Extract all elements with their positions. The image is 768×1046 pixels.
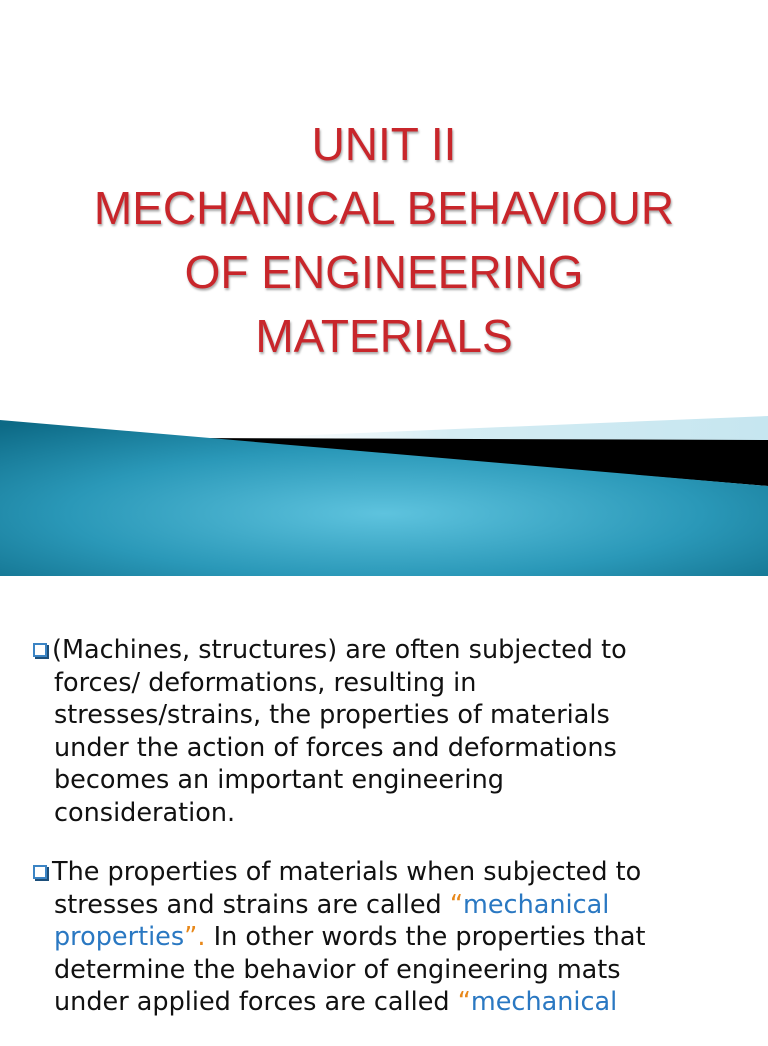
paragraph-2-text: under applied forces are called	[54, 987, 458, 1017]
paragraph-1-line-1: (Machines, structures) are often subjected to	[52, 635, 627, 665]
paragraph-1-line-2: forces/ deformations, resulting in	[54, 667, 477, 698]
checkbox-bullet-icon	[33, 865, 47, 879]
paragraph-1-line-5: becomes an important engineering	[54, 765, 504, 795]
highlighted-term: mechanical	[463, 889, 610, 920]
decorative-banner	[0, 410, 768, 580]
open-quote: “	[457, 987, 471, 1017]
paragraph-2-line-5	[54, 986, 760, 1019]
highlighted-term: mechanical	[470, 987, 618, 1017]
paragraph-1	[0, 634, 768, 829]
title-line-1: UNIT II	[311, 118, 457, 170]
paragraph-2-text: stresses and strains are called	[54, 889, 450, 920]
paragraph-2-line-3	[54, 921, 760, 954]
paragraph-1-line-6: consideration.	[54, 797, 236, 828]
checkbox-bullet-icon	[33, 643, 47, 657]
paragraph-1-line-3: stresses/strains, the properties of materials	[54, 700, 610, 730]
paragraph-2-line-4: determine the behavior of engineering mats	[54, 954, 621, 985]
title-line-4: MATERIALS	[255, 310, 513, 362]
paragraph-2-text: In other words the properties that	[205, 922, 646, 952]
paragraph-2-line-2	[54, 889, 760, 922]
slide-body	[0, 634, 768, 1046]
banner-light-band	[240, 416, 768, 442]
close-quote: ”.	[184, 922, 206, 952]
paragraph-2-line-1: The properties of materials when subjected to	[52, 857, 642, 887]
paragraph-1-line-4: under the action of forces and deformations	[54, 732, 617, 763]
paragraph-2	[0, 856, 768, 1019]
title-line-3: OF ENGINEERING	[184, 246, 584, 298]
title-line-2: MECHANICAL BEHAVIOUR	[93, 182, 675, 234]
slide-title	[0, 112, 768, 368]
highlighted-term: properties	[54, 922, 185, 952]
open-quote: “	[449, 889, 464, 920]
